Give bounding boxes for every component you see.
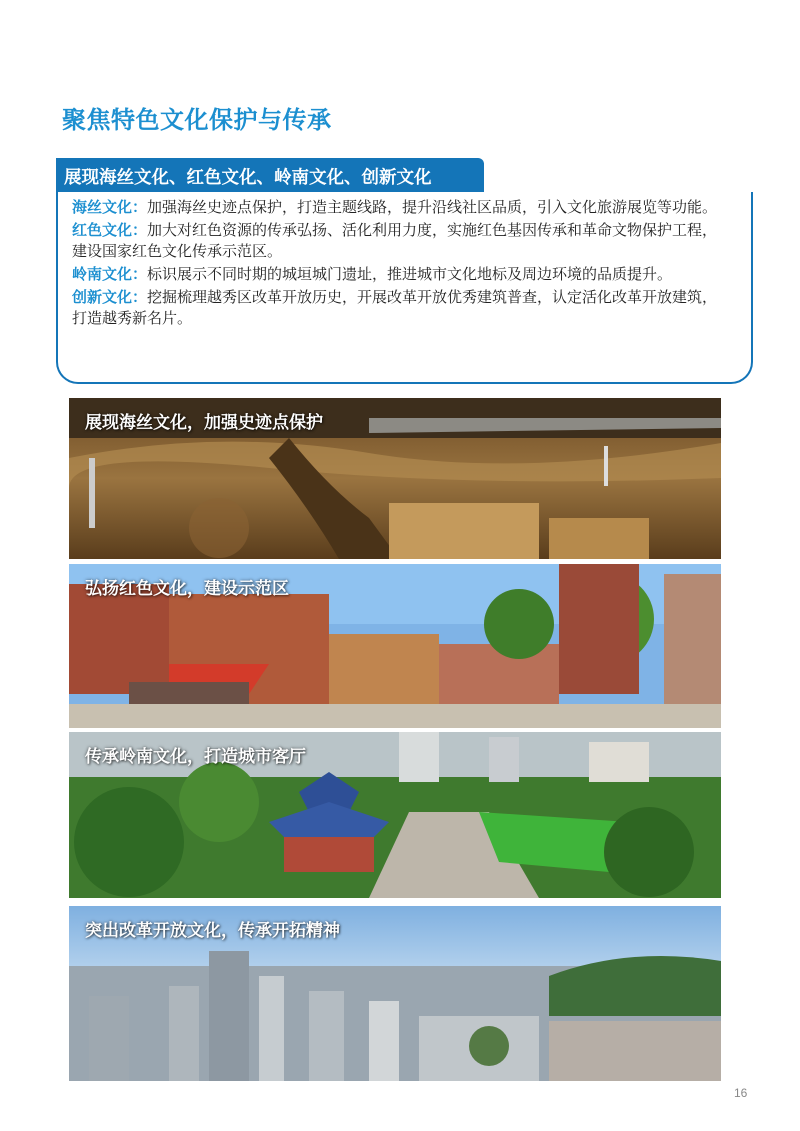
intro-label: 岭南文化： xyxy=(72,265,148,283)
photo-caption: 传承岭南文化，打造城市客厅 xyxy=(85,747,306,767)
intro-label: 海丝文化： xyxy=(72,198,148,216)
photo-red-culture xyxy=(69,564,721,728)
intro-label: 红色文化： xyxy=(72,221,148,239)
intro-paragraph-red xyxy=(72,220,732,262)
photo-caption: 弘扬红色文化，建设示范区 xyxy=(85,579,289,599)
intro-paragraph-lingnan xyxy=(72,264,732,285)
photo-maritime-site xyxy=(69,398,721,559)
intro-text: 加大对红色资源的传承弘扬、活化利用力度，实施红色基因传承和革命文物保护工程，建设国家红色文化传承示范区。 xyxy=(72,221,718,260)
intro-paragraph-maritime xyxy=(72,197,732,218)
intro-text: 挖掘梳理越秀区改革开放历史，开展改革开放优秀建筑普查，认定活化改革开放建筑，打造越秀新名片。 xyxy=(72,288,718,327)
photo-lingnan xyxy=(69,732,721,898)
section-tab-heading: 展现海丝文化、红色文化、岭南文化、创新文化 xyxy=(64,168,432,188)
intro-label: 创新文化： xyxy=(72,288,148,306)
section-tab xyxy=(56,158,484,192)
intro-text: 标识展示不同时期的城垣城门遗址，推进城市文化地标及周边环境的品质提升。 xyxy=(147,265,673,283)
page-number: 16 xyxy=(734,1086,748,1100)
photo-caption: 突出改革开放文化，传承开拓精神 xyxy=(85,921,340,941)
intro-text: 加强海丝史迹点保护，打造主题线路，提升沿线社区品质，引入文化旅游展览等功能。 xyxy=(147,198,718,216)
intro-block xyxy=(72,197,732,331)
intro-paragraph-innovation xyxy=(72,287,732,329)
page-title: 聚焦特色文化保护与传承 xyxy=(62,106,332,134)
photo-innovation xyxy=(69,906,721,1081)
photo-caption: 展现海丝文化，加强史迹点保护 xyxy=(85,413,323,433)
